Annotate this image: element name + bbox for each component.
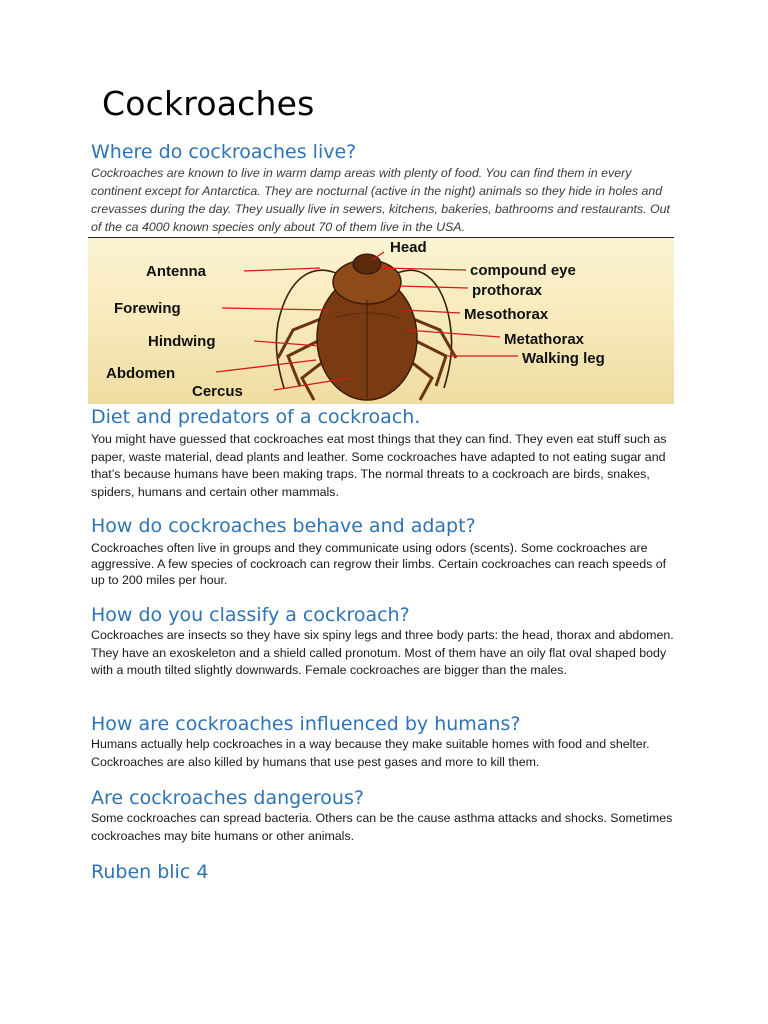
pointer-line	[406, 330, 500, 337]
section-behaviour	[91, 514, 681, 588]
section-heading: Are cockroaches dangerous?	[91, 787, 364, 809]
pointer-line	[398, 286, 468, 288]
pointer-line	[222, 308, 328, 310]
label-mesothorax: Mesothorax	[464, 306, 549, 323]
label-hindwing: Hindwing	[148, 333, 216, 350]
label-metathorax: Metathorax	[504, 331, 585, 348]
label-abdomen: Abdomen	[106, 365, 176, 382]
section-diet	[91, 405, 681, 501]
section-danger	[91, 786, 681, 845]
section-body: Cockroaches are known to live in warm damp areas with plenty of food. You can find them in every continent except for Antarctica. They are nocturnal (active in the night) animals so they hide in holes and crevasses during the day. They usually live in sewers, kitchens, bakeries, bathrooms and restaurants. Out of the ca 4000 known species only about 70 of them live in the USA.	[91, 166, 670, 234]
section-body: You might have guessed that cockroaches eat most things that they can find. They even eat stuff such as paper, waste material, dead plants and leather. Some cockroaches have adapted to not eating sugar and that’s because humans have been making traps. The normal threats to a cockroach are birds, snakes, spiders, humans and certain other mammals.	[91, 432, 667, 499]
pointer-line	[216, 360, 316, 372]
pointer-line	[244, 268, 320, 271]
author-line	[91, 860, 681, 884]
section-heading: How do you classify a cockroach?	[91, 604, 410, 626]
diagram-svg	[88, 238, 674, 404]
label-walking-leg: Walking leg	[522, 350, 605, 367]
author-name: Ruben blic 4	[91, 861, 209, 883]
section-humans	[91, 712, 681, 771]
label-compound-eye: compound eye	[470, 262, 576, 279]
label-prothorax: prothorax	[472, 282, 543, 299]
section-habitat	[91, 140, 681, 236]
section-classification	[91, 603, 681, 680]
section-body: Humans actually help cockroaches in a way because they make suitable homes with food and shelter. Cockroaches are also killed by humans that use pest gases and more to kill them.	[91, 737, 650, 769]
section-body: Some cockroaches can spread bacteria. Others can be the cause asthma attacks and shocks. Sometimes cockroaches may bite humans or other animals.	[91, 811, 673, 843]
section-body: Cockroaches often live in groups and they communicate using odors (scents). Some cockroaches are aggressive. A few species of cockroach can regrow their limbs. Certain cockroaches can reach speeds of up to 200 miles per hour.	[91, 541, 667, 587]
label-head: Head	[390, 239, 427, 256]
section-heading: How do cockroaches behave and adapt?	[91, 515, 476, 537]
label-forewing: Forewing	[114, 300, 181, 317]
section-heading: How are cockroaches influenced by humans?	[91, 713, 521, 735]
page-title: Cockroaches	[102, 84, 315, 123]
section-body: Cockroaches are insects so they have six spiny legs and three body parts: the head, thorax and abdomen. They have an exoskeleton and a shield called pronotum. Most of them have an oily flat oval shaped body with a mouth tilted slightly downwards. Female cockroaches are bigger than the males.	[91, 628, 674, 678]
label-antenna: Antenna	[146, 263, 206, 280]
section-heading: Where do cockroaches live?	[91, 141, 357, 163]
label-cercus: Cercus	[192, 383, 243, 400]
cockroach-anatomy-diagram	[88, 237, 674, 404]
section-heading: Diet and predators of a cockroach.	[91, 406, 421, 428]
